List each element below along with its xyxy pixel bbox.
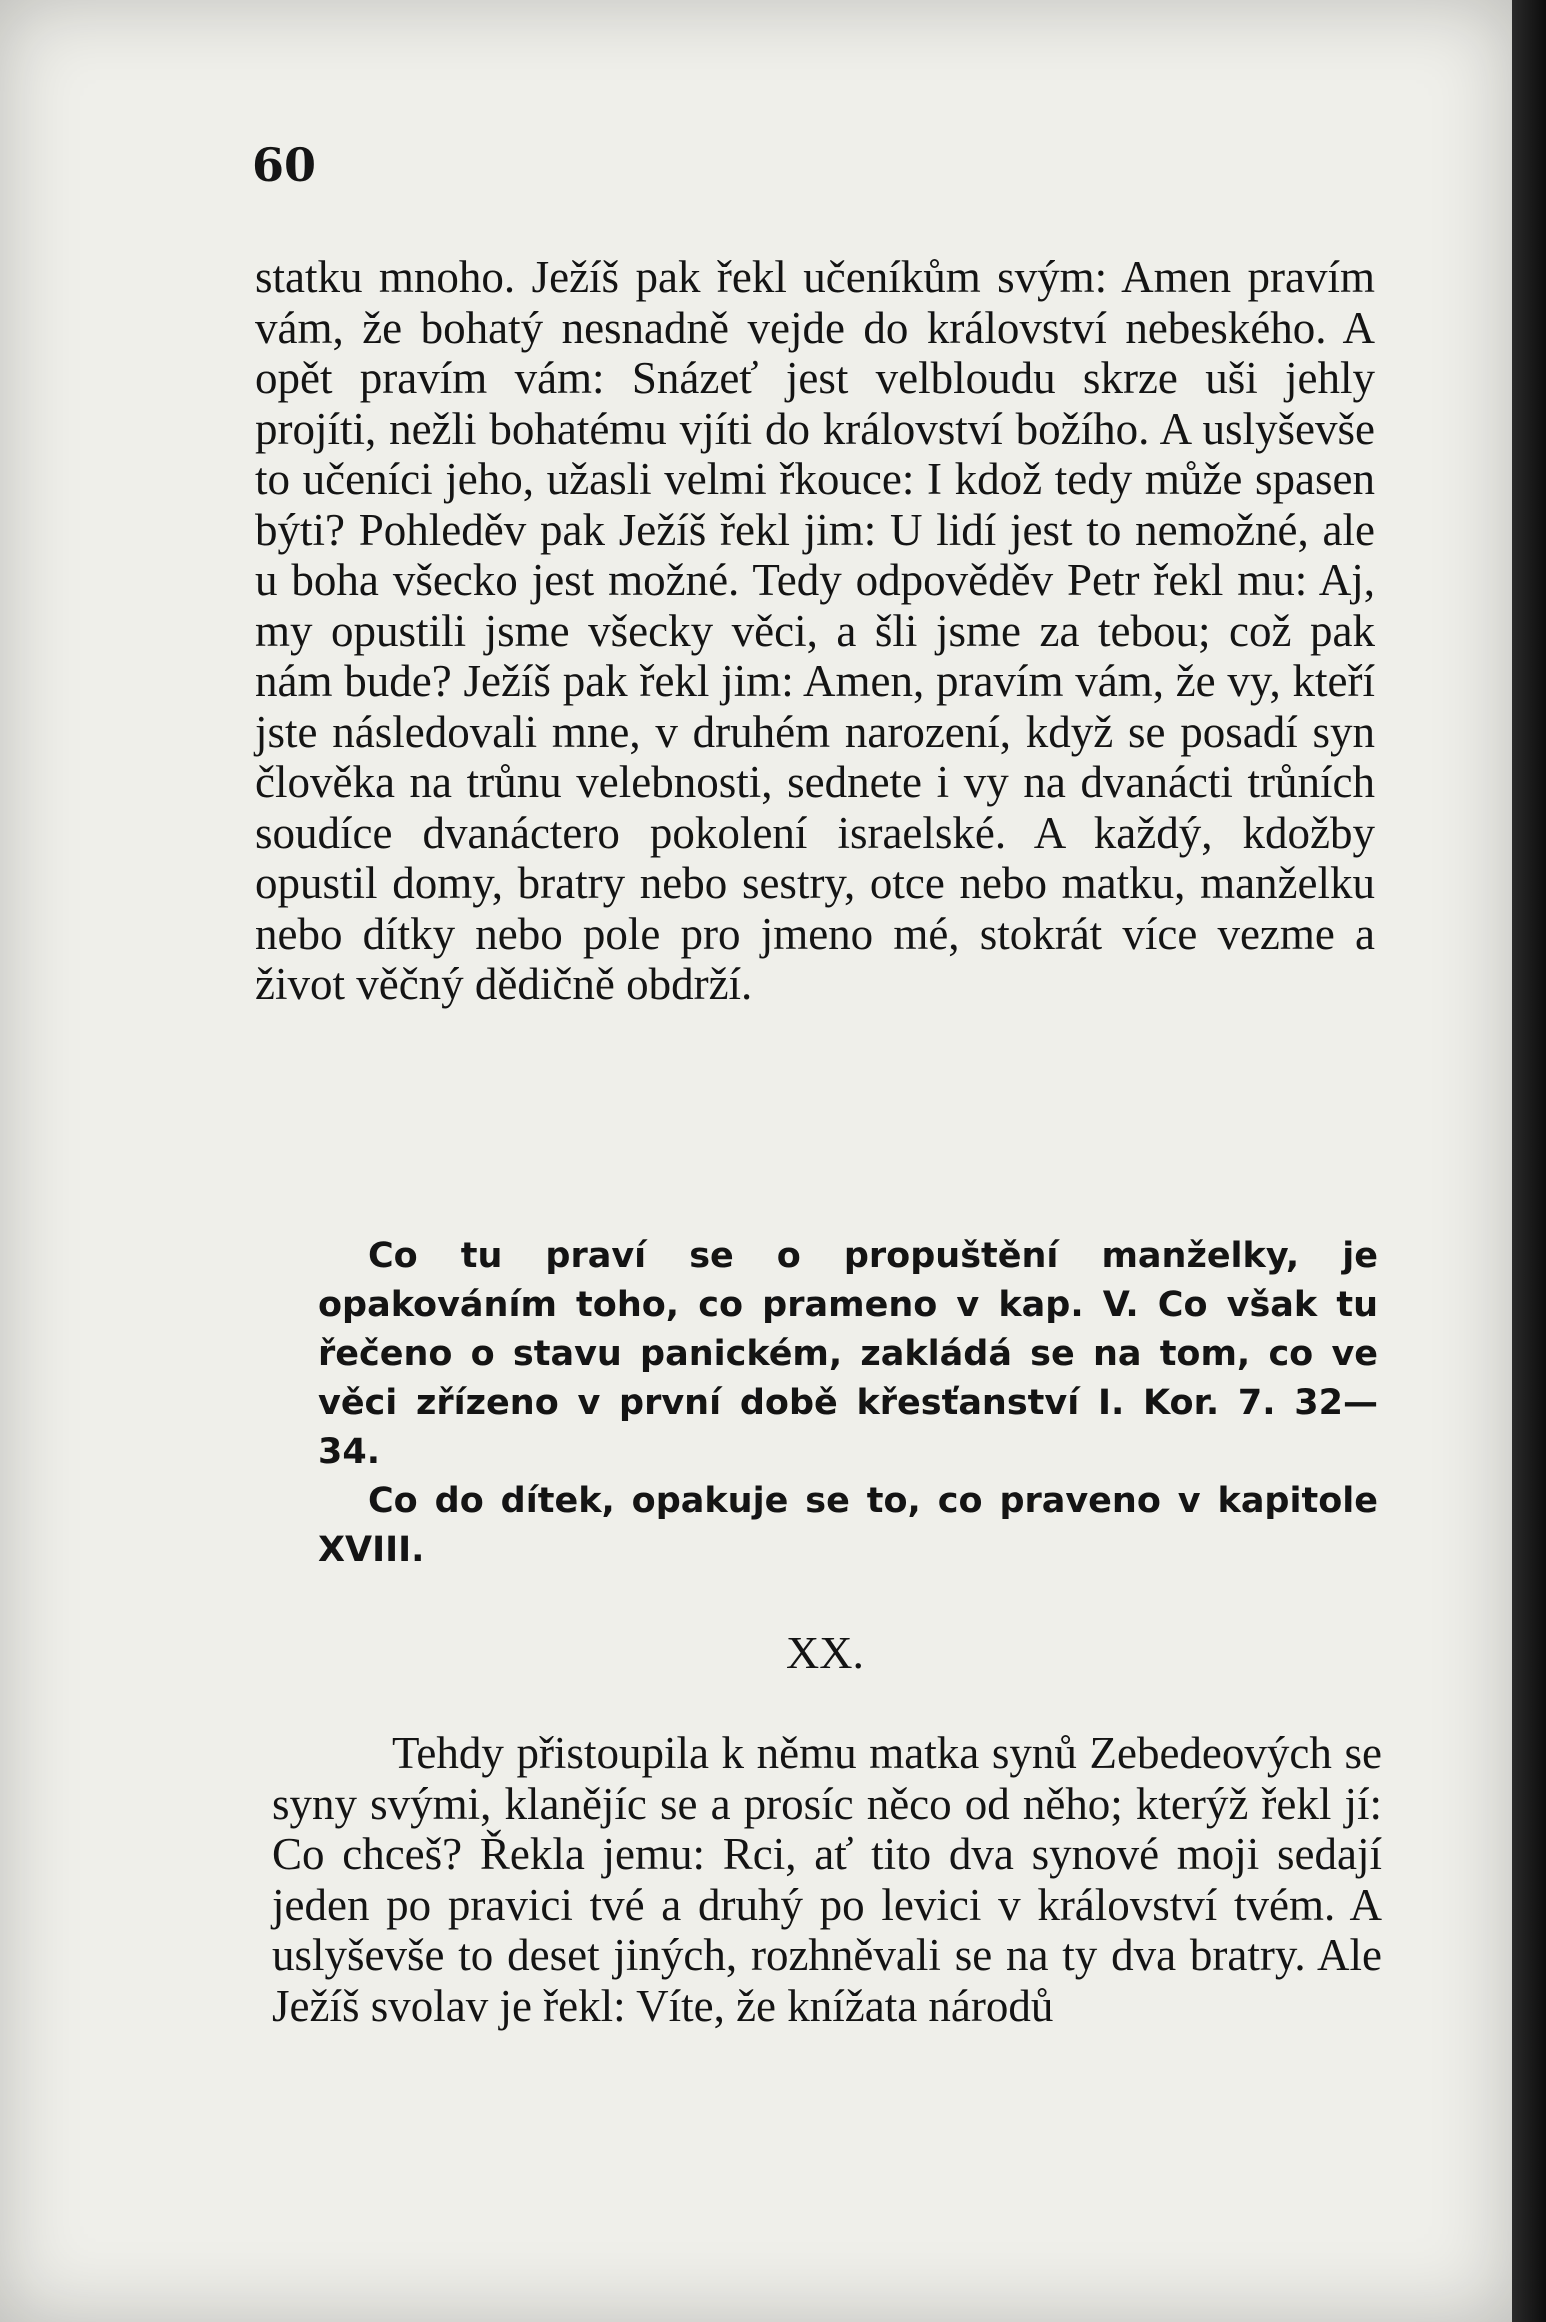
commentary-note-2: Co do dítek, opakuje se to, co praveno v kapitole XVIII.	[318, 1481, 1378, 1570]
chapter-heading: XX.	[786, 1627, 864, 1678]
commentary-note-1: Co tu praví se o propuštění manželky, je opakováním toho, co prameno v kap. V. Co však tu řečeno o stavu panickém, zakládá se na tom, co ve věci zřízeno v první době křesťanství I. Kor. 7. 32—34.	[318, 1236, 1378, 1472]
chapter-text-paragraph: Tehdy přistoupila k němu matka synů Zebedeových se syny svými, klanějíc se a prosíc něco od něho; kterýž řekl jí: Co chceš? Řekla jemu: Rci, ať tito dva synové moji sedají jeden po pravici tvé a druhý po levici v království tvém. A uslyševše to deset jiných, rozhněvali se na ty dva bratry. Ale Ježíš svolav je řekl: Víte, že knížata národů	[272, 1728, 1382, 2031]
page-edge-shadow	[1512, 0, 1546, 2322]
main-text-paragraph: statku mnoho. Ježíš pak řekl učeníkům svým: Amen pravím vám, že bohatý nesnadně vejde do království nebeského. A opět pravím vám: Snázeť jest velbloudu skrze uši jehly projíti, nežli bohatému vjíti do království božího. A uslyševše to učeníci jeho, užasli velmi řkouce: I kdož tedy může spasen býti? Pohleděv pak Ježíš řekl jim: U lidí jest to nemožné, ale u boha všecko jest možné. Tedy odpověděv Petr řekl mu: Aj, my opustili jsme všecky věci, a šli jsme za tebou; což pak nám bude? Ježíš pak řekl jim: Amen, pravím vám, že vy, kteří jste následovali mne, v druhém narození, když se posadí syn člověka na trůnu velebnosti, sednete i vy na dvanácti trůních soudíce dvanáctero pokolení israelské. A každý, kdožby opustil domy, bratry nebo sestry, otce nebo matku, manželku nebo dítky nebo pole pro jmeno mé, stokrát více vezme a život věčný dědičně obdrží.	[255, 252, 1375, 1009]
commentary-notes	[318, 1232, 1378, 1575]
page-number: 60	[252, 138, 317, 192]
